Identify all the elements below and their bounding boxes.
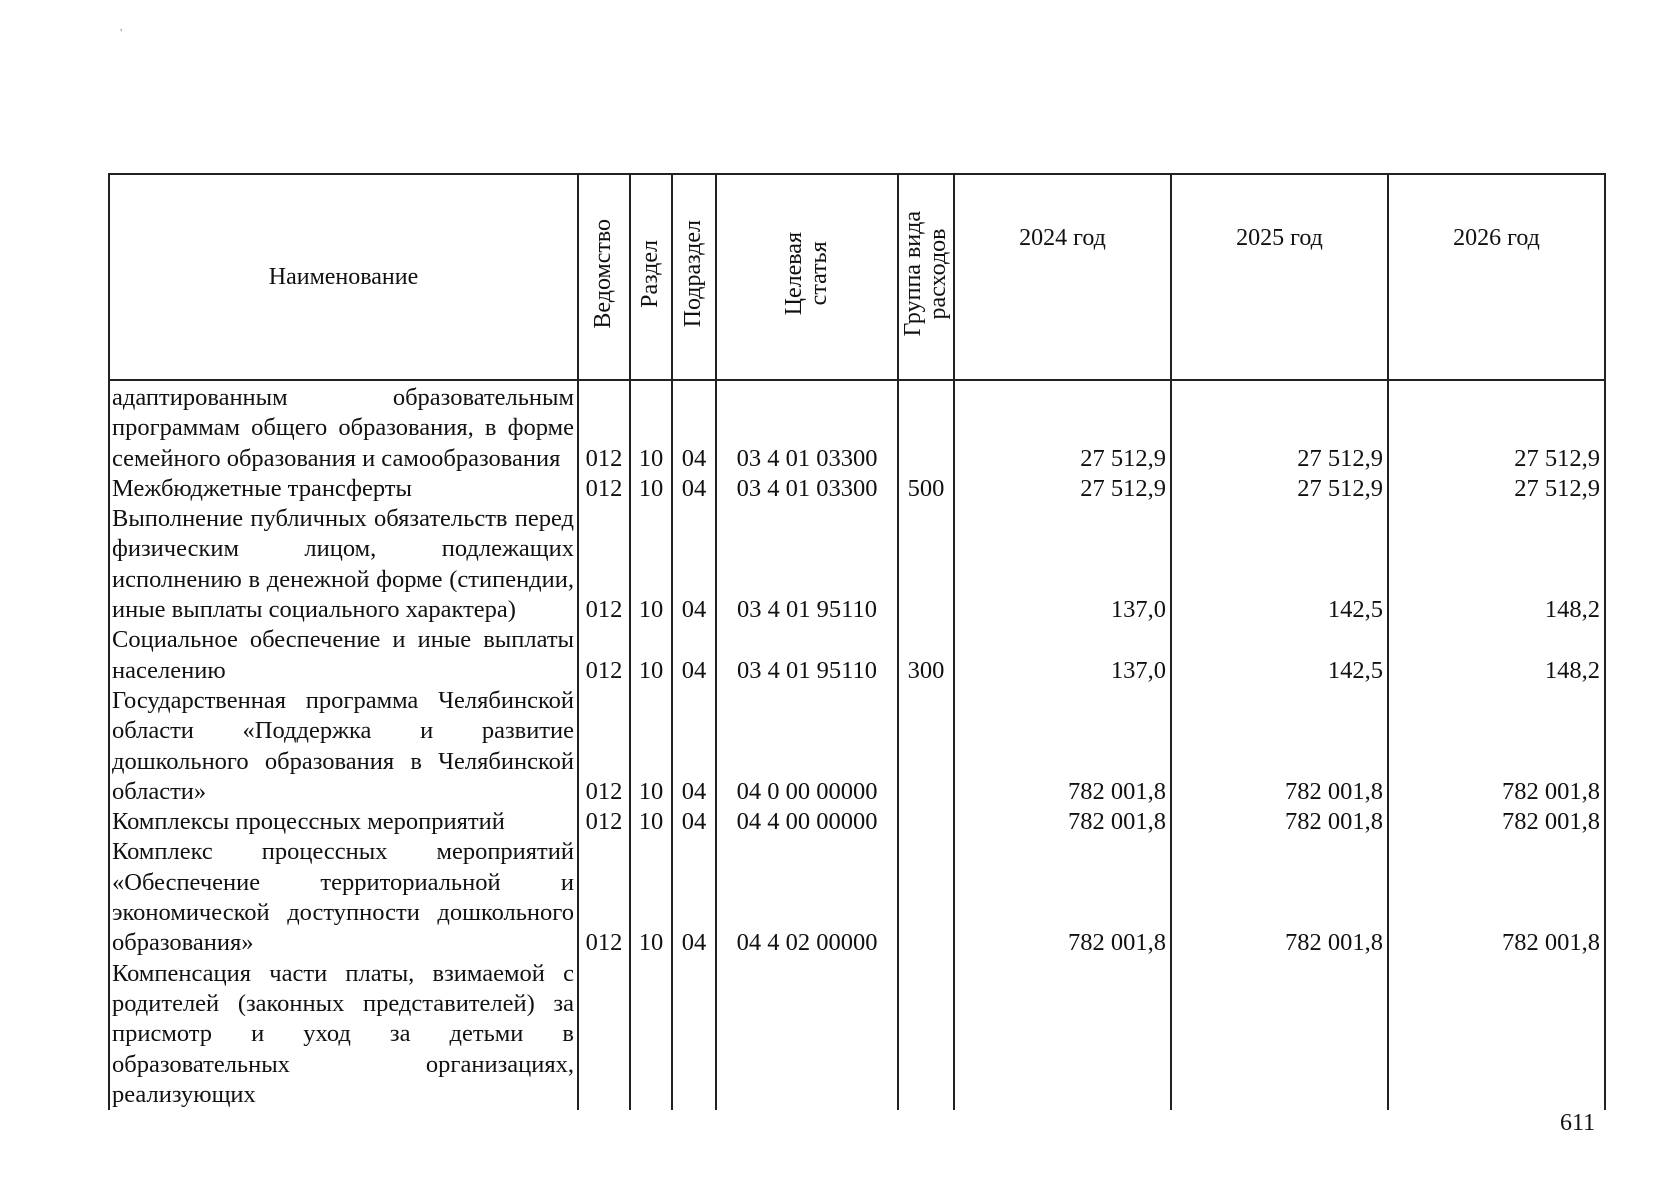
header-subsection: Подраздел <box>672 174 716 380</box>
row-target-article: 03 4 01 95110 <box>716 504 898 625</box>
row-expense-group <box>898 837 954 958</box>
row-section: 10 <box>630 686 672 807</box>
row-value-2026: 148,2 <box>1388 625 1605 686</box>
row-subsection: 04 <box>672 474 716 504</box>
row-value-2024: 782 001,8 <box>954 686 1171 807</box>
table-header <box>109 174 1605 380</box>
table-row <box>109 959 1605 1110</box>
row-section: 10 <box>630 625 672 686</box>
row-value-2025: 782 001,8 <box>1171 807 1388 837</box>
table-row <box>109 380 1605 474</box>
row-target-article: 03 4 01 03300 <box>716 380 898 474</box>
row-section: 10 <box>630 807 672 837</box>
header-department: Ведомство <box>578 174 630 380</box>
row-section: 10 <box>630 504 672 625</box>
row-department: 012 <box>578 625 630 686</box>
row-value-2026: 782 001,8 <box>1388 807 1605 837</box>
row-department: 012 <box>578 474 630 504</box>
row-value-2025: 782 001,8 <box>1171 837 1388 958</box>
row-department: 012 <box>578 380 630 474</box>
header-row <box>109 174 1605 380</box>
row-expense-group <box>898 380 954 474</box>
page-number: 611 <box>1560 1110 1596 1136</box>
row-section: 10 <box>630 474 672 504</box>
table-row <box>109 625 1605 686</box>
row-value-2026: 782 001,8 <box>1388 837 1605 958</box>
row-expense-group: 300 <box>898 625 954 686</box>
row-value-2025: 27 512,9 <box>1171 380 1388 474</box>
row-target-article: 03 4 01 03300 <box>716 474 898 504</box>
row-expense-group <box>898 807 954 837</box>
header-year-2026: 2026 год <box>1388 174 1605 380</box>
row-name: Межбюджетные трансферты <box>109 474 578 504</box>
header-target-line1: Целевая <box>780 232 807 316</box>
table-row <box>109 686 1605 807</box>
row-value-2025: 142,5 <box>1171 625 1388 686</box>
budget-table-container <box>108 173 1604 1110</box>
row-value-2026: 148,2 <box>1388 504 1605 625</box>
row-value-2024: 782 001,8 <box>954 837 1171 958</box>
header-expense-group-line2: расходов <box>925 228 951 319</box>
row-subsection: 04 <box>672 625 716 686</box>
row-name: Социальное обеспечение и иные выплаты населению <box>109 625 578 686</box>
row-value-2024: 782 001,8 <box>954 807 1171 837</box>
row-target-article: 04 4 00 00000 <box>716 807 898 837</box>
row-value-2025: 27 512,9 <box>1171 474 1388 504</box>
row-name: Комплекс процессных мероприятий «Обеспечение территориальной и экономической доступности дошкольного образования» <box>109 837 578 958</box>
row-target-article <box>716 959 898 1110</box>
row-section: 10 <box>630 380 672 474</box>
row-value-2026: 27 512,9 <box>1388 474 1605 504</box>
table-row <box>109 504 1605 625</box>
row-subsection <box>672 959 716 1110</box>
row-name: Выполнение публичных обязательств перед физическим лицом, подлежащих исполнению в денежной форме (стипендии, иные выплаты социального характера) <box>109 504 578 625</box>
row-department: 012 <box>578 837 630 958</box>
row-value-2024: 137,0 <box>954 625 1171 686</box>
header-name: Наименование <box>109 174 578 380</box>
row-value-2026: 782 001,8 <box>1388 686 1605 807</box>
header-target-line2: статья <box>806 241 832 306</box>
table-body <box>109 380 1605 1110</box>
row-subsection: 04 <box>672 807 716 837</box>
row-department: 012 <box>578 504 630 625</box>
row-value-2024 <box>954 959 1171 1110</box>
row-section: 10 <box>630 837 672 958</box>
row-name: Комплексы процессных мероприятий <box>109 807 578 837</box>
row-value-2025: 142,5 <box>1171 504 1388 625</box>
row-value-2026 <box>1388 959 1605 1110</box>
row-value-2024: 27 512,9 <box>954 380 1171 474</box>
row-target-article: 03 4 01 95110 <box>716 625 898 686</box>
row-expense-group: 500 <box>898 474 954 504</box>
row-expense-group <box>898 686 954 807</box>
row-value-2024: 137,0 <box>954 504 1171 625</box>
header-section: Раздел <box>630 174 672 380</box>
header-expense-group-line1: Группа вида <box>899 210 926 337</box>
row-value-2025 <box>1171 959 1388 1110</box>
row-target-article: 04 4 02 00000 <box>716 837 898 958</box>
row-subsection: 04 <box>672 504 716 625</box>
row-department: 012 <box>578 686 630 807</box>
row-expense-group <box>898 504 954 625</box>
row-target-article: 04 0 00 00000 <box>716 686 898 807</box>
row-value-2025: 782 001,8 <box>1171 686 1388 807</box>
header-year-2025: 2025 год <box>1171 174 1388 380</box>
row-name: адаптированным образовательным программам общего образования, в форме семейного образования и самообразования <box>109 380 578 474</box>
row-value-2024: 27 512,9 <box>954 474 1171 504</box>
row-expense-group <box>898 959 954 1110</box>
row-subsection: 04 <box>672 837 716 958</box>
table-row <box>109 807 1605 837</box>
header-target-article <box>716 174 898 380</box>
budget-table <box>108 173 1606 1110</box>
row-name: Государственная программа Челябинской области «Поддержка и развитие дошкольного образования в Челябинской области» <box>109 686 578 807</box>
scan-speck: , <box>120 22 123 33</box>
row-department <box>578 959 630 1110</box>
table-row <box>109 474 1605 504</box>
row-section <box>630 959 672 1110</box>
header-expense-group <box>898 174 954 380</box>
row-department: 012 <box>578 807 630 837</box>
row-name: Компенсация части платы, взимаемой с родителей (законных представителей) за присмотр и уход за детьми в образовательных организациях, реализующих <box>109 959 578 1110</box>
table-row <box>109 837 1605 958</box>
header-year-2024: 2024 год <box>954 174 1171 380</box>
row-subsection: 04 <box>672 686 716 807</box>
row-value-2026: 27 512,9 <box>1388 380 1605 474</box>
row-subsection: 04 <box>672 380 716 474</box>
